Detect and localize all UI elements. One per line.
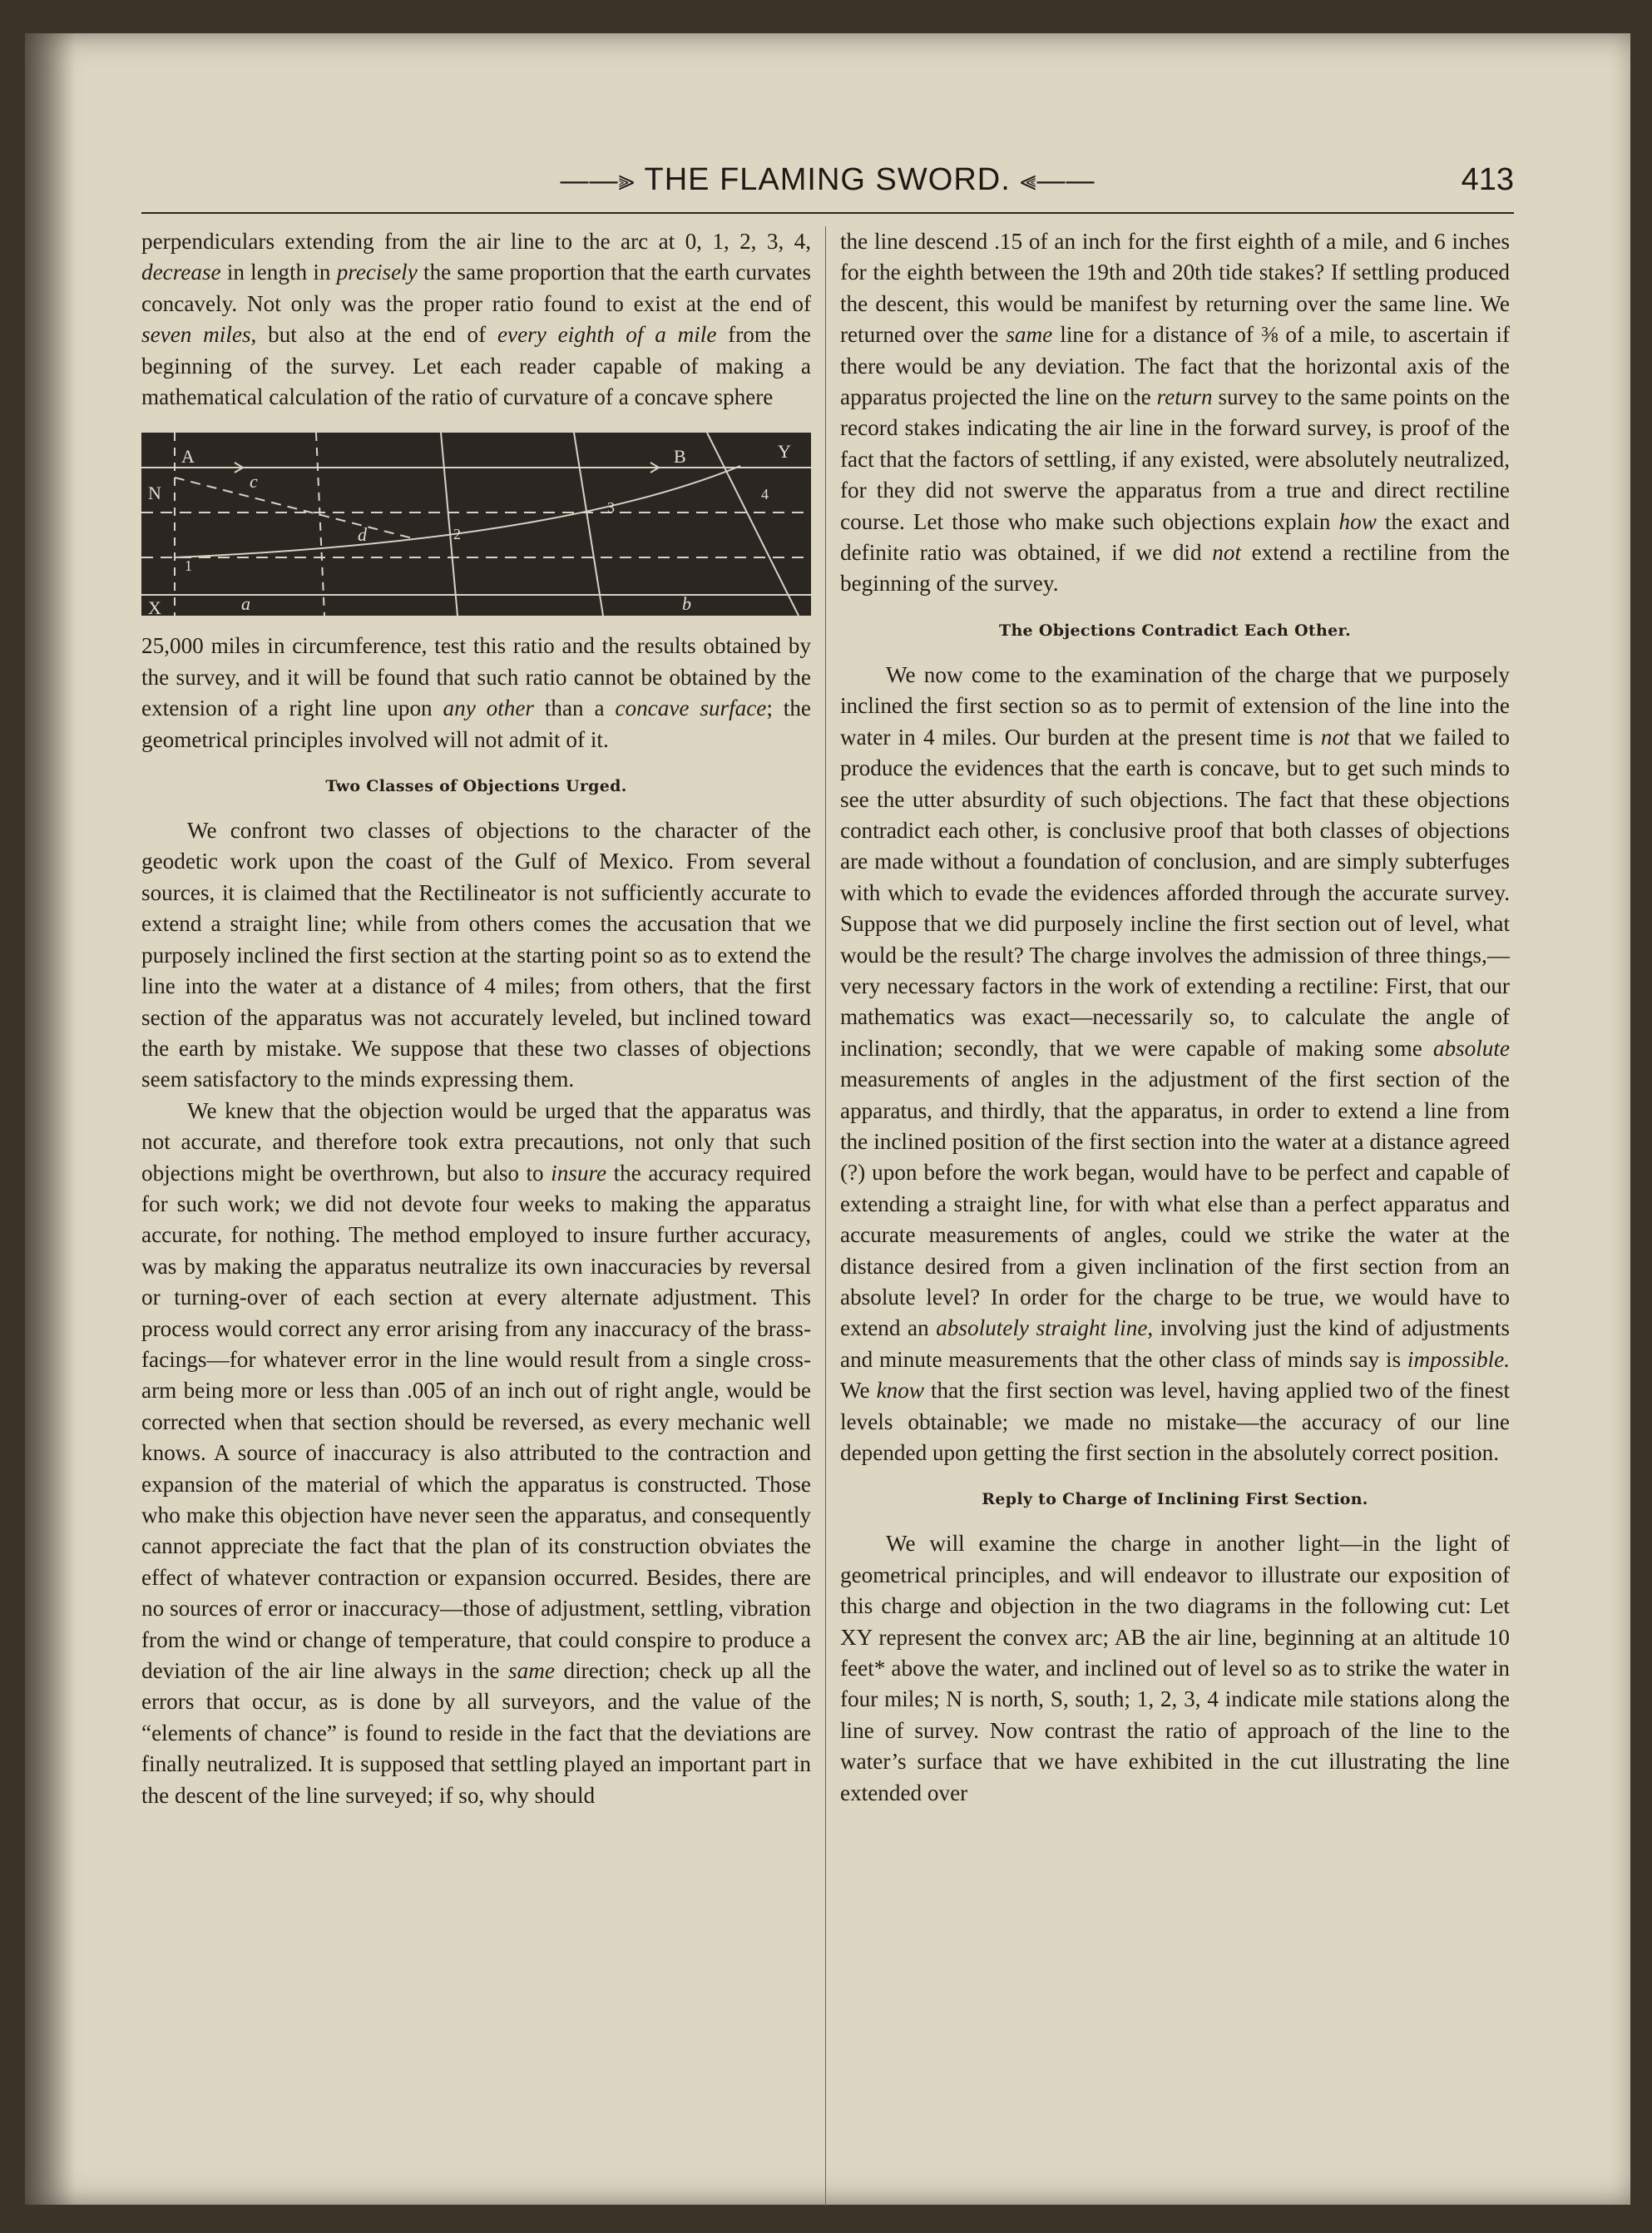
label-b: b bbox=[682, 593, 691, 615]
right-paragraph-3: We will examine the charge in another light—in the light of geometrical principles, and will endeavor to illustrate our exposition of this charge and objection in the two diagrams in the following cut: Let XY represent the convex arc; AB the air line, beginning at an altitude 10 feet* above the water, and inclined out of level so as to strike the water in four miles; N is north, S, south; 1, 2, 3, 4 indicate mile stations along the line of survey. Now contrast the ratio of approach of the line to the water’s surface that we have exhibited in the cut illustrating the line extended over bbox=[840, 1531, 1510, 1805]
text-run: direction; check up all the errors that occur, as is done by all surveyors, and the value of the “elements of chance” is found to reside in the fact that the deviations are finally neutralized. It is supposed that settling played an important part in the descent of the line surveyed; if so, why should bbox=[141, 1658, 811, 1808]
header-title bbox=[141, 162, 1514, 198]
italic-run: same bbox=[508, 1658, 555, 1684]
italic-run: not bbox=[1320, 724, 1350, 750]
book-spine-shadow bbox=[25, 33, 75, 2205]
text-run: than a bbox=[534, 696, 616, 721]
text-run: 25,000 miles in circumference, test this ratio and the results obtained by the survey, and it will be found that such ratio cannot be obtained by the extension of a right line upon bbox=[141, 633, 811, 721]
text-run: survey to the same points on the record stakes indicating the air line in the forward survey, is proof of the fact that the factors of settling, if any existed, were absolutely neutralized, for they did not swerve the apparatus from a true and direct rectiline course. Let those who make such objections explain bbox=[840, 384, 1511, 534]
ornament-left: ——⫸ bbox=[560, 165, 636, 196]
italic-run: not bbox=[1212, 540, 1241, 566]
italic-run: concave surface bbox=[615, 696, 767, 721]
text-run: , involving just the kind of adjustments and minute measurements that the other class of minds say is bbox=[840, 1315, 1510, 1372]
station-line-2 bbox=[441, 433, 458, 616]
italic-run: return bbox=[1156, 384, 1213, 410]
italic-run: decrease bbox=[141, 260, 221, 285]
italic-run: any other bbox=[443, 696, 534, 721]
label-4: 4 bbox=[761, 486, 769, 503]
italic-run: same bbox=[1006, 322, 1053, 348]
italic-run: precisely bbox=[336, 260, 418, 285]
header-rule bbox=[141, 212, 1514, 214]
italic-run: every eighth of a mile bbox=[497, 322, 717, 348]
station-line-3 bbox=[574, 433, 603, 616]
italic-run: absolute bbox=[1432, 1035, 1510, 1061]
text-run: perpendiculars extending from the air line to the arc at 0, 1, 2, 3, 4, bbox=[141, 229, 811, 254]
section-heading-objections-contradict: The Objections Contradict Each Other. bbox=[999, 621, 1351, 640]
italic-run: insure bbox=[551, 1160, 607, 1186]
text-run: that we failed to produce the evidences that the earth is concave, but to get such minds to see the utter absurdity of such objections. The fact that these objections contradict each other, is conclusive proof that both classes of objections are made without a foundation of conclusion, and are simply subterfuges with which to evade the evidences afforded through the accurate survey. Suppose that we did purposely incline the first section out of level, what would be the result? The charge involves the admission of three things,—very necessary factors in the work of extending a rectiline: First, that our mathematics was exact—necessarily so, to calculate the angle of inclination; secondly, that we were capable of making some bbox=[840, 724, 1510, 1061]
right-paragraph-2 bbox=[840, 660, 1510, 1469]
arrow-right bbox=[591, 463, 659, 473]
italic-run: seven miles bbox=[141, 322, 251, 348]
arrow-left bbox=[208, 463, 243, 473]
left-paragraph-4 bbox=[141, 1096, 811, 1811]
text-run: We bbox=[840, 1378, 877, 1404]
text-run: from the beginning of the survey. Let each reader capable of making a mathematical calculation of the ratio of curvature of a concave sphere bbox=[141, 322, 811, 410]
right-column bbox=[840, 226, 1510, 1809]
label-d: d bbox=[358, 524, 367, 546]
label-a: a bbox=[241, 593, 250, 615]
left-column bbox=[141, 226, 811, 1811]
italic-run: how bbox=[1338, 508, 1377, 534]
italic-run: impossible. bbox=[1407, 1346, 1510, 1372]
page-number: 413 bbox=[1461, 162, 1514, 197]
text-run: the exact and definite ratio was obtained, if we did bbox=[840, 508, 1510, 566]
label-B: B bbox=[674, 446, 686, 468]
text-run: line for a distance of ⅜ of a mile, to ascertain if there would be any deviation. The fact that the horizontal axis of the apparatus projected the line on the bbox=[840, 322, 1511, 410]
text-run: the line descend .15 of an inch for the first eighth of a mile, and 6 inches for the eighth between the 19th and 20th tide stakes? If settling produced the descent, this would be manifest by returning over the same line. We returned over the bbox=[840, 229, 1510, 348]
right-paragraph-1 bbox=[840, 226, 1510, 600]
survey-diagram-svg bbox=[141, 433, 811, 616]
text-run: ; the geometrical principles involved will not admit of it. bbox=[141, 696, 811, 752]
label-Y: Y bbox=[778, 441, 791, 463]
text-run: that the first section was level, having applied two of the finest levels obtainable; we made no mistake—the accuracy of our line depended upon getting the first section in the absolutely correct position. bbox=[840, 1378, 1510, 1466]
label-2: 2 bbox=[453, 526, 461, 543]
label-1: 1 bbox=[185, 557, 192, 575]
left-paragraph-3: We confront two classes of objections to the character of the geodetic work upon the coast of the Gulf of Mexico. From several sources, it is claimed that the Rectilineator is not sufficiently accurate to extend a straight line; while from others comes the accusation that we purposely inclined the first section at the starting point so as to extend the line into the water at a distance of 4 miles; from others, that the first section of the apparatus was not accurately leveled, but inclined toward the earth by mistake. We suppose that these two classes of objections seem satisfactory to the minds expressing them. bbox=[141, 818, 811, 1092]
text-run: , but also at the end of bbox=[250, 322, 497, 348]
text-run: the same proportion that the earth curvates concavely. Not only was the proper ratio found to exist at the end of bbox=[141, 260, 811, 316]
label-X: X bbox=[148, 597, 161, 616]
section-heading-reply-to-charge: Reply to Charge of Inclining First Section. bbox=[982, 1490, 1368, 1509]
text-run: the accuracy required for such work; we did not devote four weeks to making the apparatus accurate, for nothing. The method employed to insure further accuracy, was by making the apparatus neutralize its own inaccuracies by reversal or turning-over of each section at every alternate adjustment. This process would correct any error arising from any inaccuracy of the brass-facings—for whatever error in the line would result from a single cross-arm being more or less than .005 of an inch out of right angle, would be corrected when that section should be reversed, as every mechanic well knows. A source of inaccuracy is also attributed to the contraction and expansion of the material of which the apparatus is constructed. Those who make this objection have never seen the apparatus, and consequently cannot appreciate the fact that the plan of its construction obviates the effect of whatever contraction or expansion occurred. Besides, there are no sources of error or inaccuracy—those of adjustment, settling, vibration from the wind or change of temperature, that could conspire to produce a deviation of the air line always in the bbox=[141, 1160, 811, 1684]
ornament-right: ⫷—— bbox=[1020, 165, 1096, 196]
label-3: 3 bbox=[607, 499, 615, 517]
text-run: extend a rectiline from the beginning of the survey. bbox=[840, 540, 1510, 597]
running-header bbox=[141, 162, 1514, 212]
italic-run: know bbox=[876, 1378, 924, 1404]
left-paragraph-2 bbox=[141, 631, 811, 755]
text-run: We now come to the examination of the charge that we purposely inclined the first section so as to permit of extension of the line into the water in 4 miles. Our burden at the present time is bbox=[840, 661, 1510, 750]
dashed-incline-c bbox=[175, 478, 416, 539]
journal-title: THE FLAMING SWORD. bbox=[644, 162, 1011, 197]
text-run: measurements of angles in the adjustment of the first section of the apparatus, and thirdly, that the apparatus, in order to extend a line from the inclined position of the first section into the water at a distance agreed (?) upon before the work began, would have to be perfect and capable of extending a straight line, for with what else than a perfect apparatus and accurate measurements of angles, could we strike the water at the distance desired from a given inclination of the first section from an absolute level? In order for the charge to be true, we would have to extend an bbox=[840, 1067, 1510, 1341]
label-c: c bbox=[250, 471, 258, 493]
text-run: We knew that the objection would be urged that the apparatus was not accurate, and therefore took extra precautions, not only that such objections might be overthrown, but also to bbox=[141, 1097, 811, 1186]
section-heading-two-classes: Two Classes of Objections Urged. bbox=[325, 777, 627, 796]
left-paragraph-1 bbox=[141, 226, 811, 413]
label-N: N bbox=[148, 483, 161, 504]
label-A: A bbox=[181, 446, 195, 468]
italic-run: absolutely straight line bbox=[936, 1315, 1148, 1341]
column-divider bbox=[825, 226, 826, 2206]
station-line-1 bbox=[316, 433, 324, 616]
text-run: in length in bbox=[220, 260, 337, 285]
survey-diagram bbox=[141, 433, 811, 616]
